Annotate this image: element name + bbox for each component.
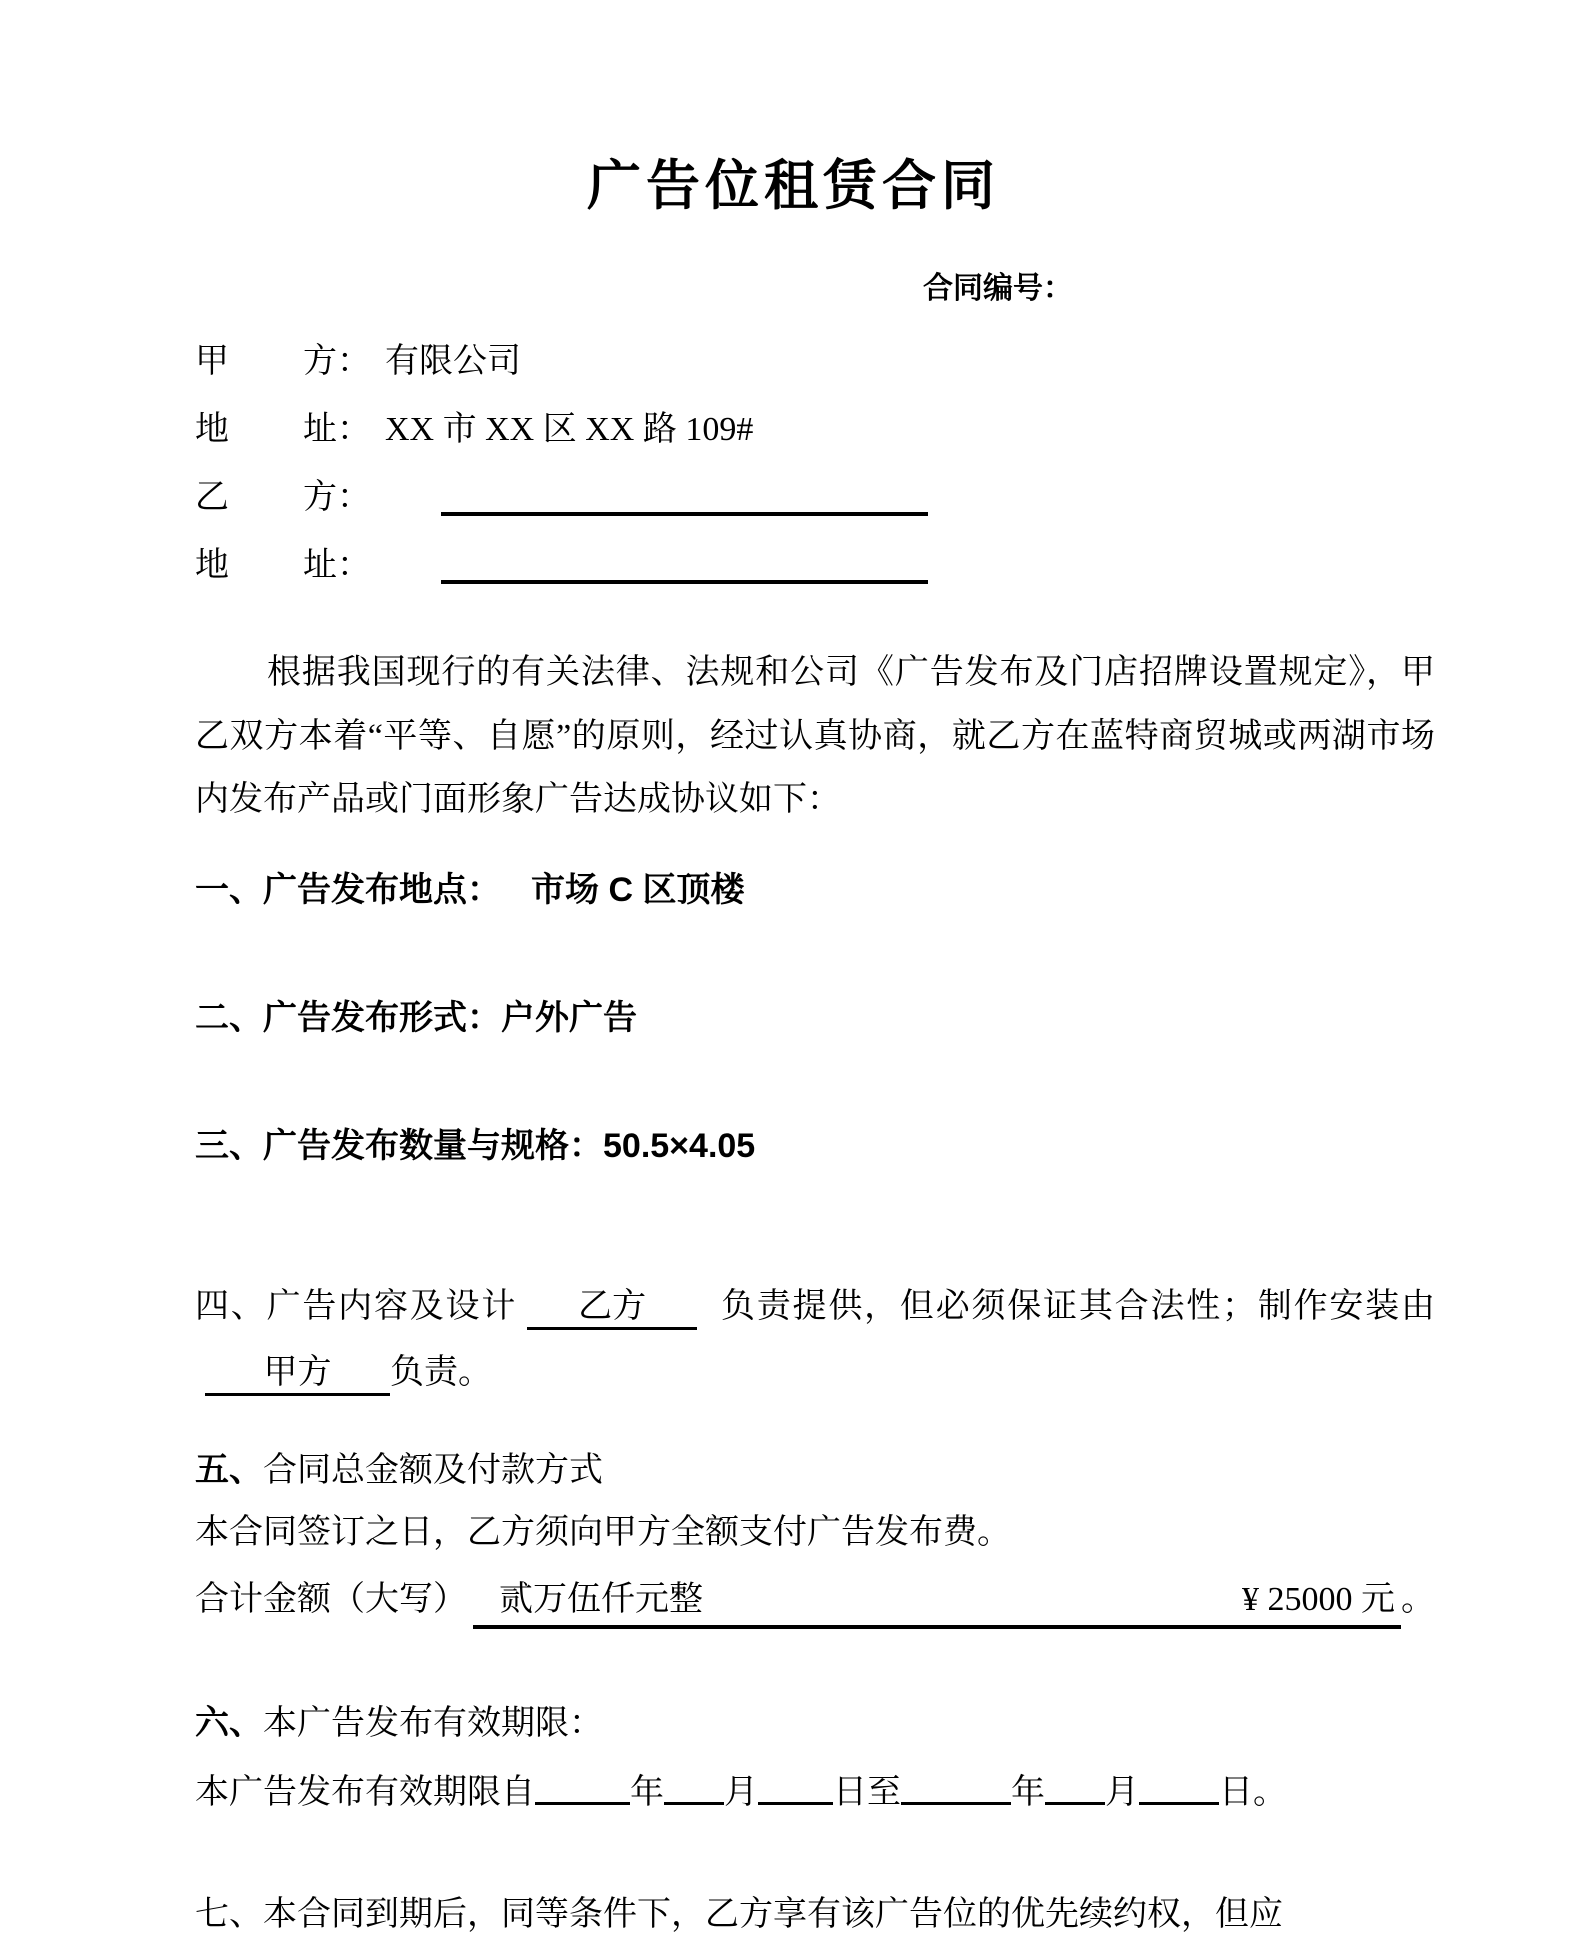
- section-3-heading: 三、广告发布数量与规格：: [195, 1127, 603, 1165]
- party-a-field: 方：: [303, 343, 371, 380]
- section-1-value: 市场 C 区顶楼: [531, 871, 745, 909]
- amount-label: 合计金额（大写）: [195, 1581, 467, 1618]
- section-5-heading-row: [195, 1445, 603, 1496]
- party-b-row: [195, 477, 1435, 519]
- section-4-blank-party-b: 乙方: [527, 1287, 697, 1330]
- end-year-blank: [901, 1770, 1011, 1805]
- start-day-to-label: 日至: [833, 1774, 901, 1811]
- amount-in-figures: ¥ 25000 元: [1242, 1581, 1395, 1618]
- section-4-number: 四、: [195, 1288, 267, 1325]
- section-5-number: 五、: [195, 1451, 263, 1489]
- page-title: 广告位租赁合同: [587, 156, 1000, 217]
- section-4-text-middle: 负责提供，但必须保证其合法性；制作安装由: [719, 1288, 1436, 1325]
- preamble-paragraph: 根据我国现行的有关法律、法规和公司《广告发布及门店招牌设置规定》，甲乙双方本着“平等、自愿”的原则，经过认真协商，就乙方在蓝特商贸城或两湖市场内发布产品或门面形象广告达成协议如下：: [195, 654, 1435, 818]
- section-5-title: 合同总金额及付款方式: [263, 1452, 603, 1489]
- section-1-heading: 一、广告发布地点：: [195, 871, 501, 909]
- section-4-content-design: [195, 1274, 1435, 1406]
- party-a-label: 甲: [195, 343, 229, 380]
- party-a-value: 有限公司: [385, 343, 521, 380]
- end-month-blank: [1045, 1770, 1105, 1805]
- party-b-address-label: 地: [195, 547, 229, 584]
- start-year-blank: [535, 1770, 630, 1805]
- contract-number-label: 合同编号：: [923, 272, 1073, 305]
- section-3-quantity-spec: [195, 1121, 1435, 1171]
- party-a-address-field: 址：: [303, 411, 371, 448]
- section-6-validity-line: [195, 1763, 1475, 1823]
- start-year-label: 年: [630, 1774, 664, 1811]
- start-month-label: 月: [724, 1774, 758, 1811]
- end-month-label: 月: [1105, 1774, 1139, 1811]
- party-b-address-field: 址：: [303, 547, 371, 584]
- start-month-blank: [664, 1770, 724, 1805]
- amount-underline: [473, 1577, 1401, 1629]
- end-day-label: 日。: [1219, 1774, 1287, 1811]
- section-4-blank-party-a: 甲方: [205, 1353, 390, 1396]
- party-b-address-row: [195, 545, 1435, 587]
- start-day-blank: [758, 1770, 833, 1805]
- section-2-heading: 二、广告发布形式：: [195, 999, 501, 1037]
- section-6-title: 本广告发布有效期限：: [263, 1705, 603, 1742]
- end-year-label: 年: [1011, 1774, 1045, 1811]
- end-day-blank: [1139, 1770, 1219, 1805]
- section-2-value: 户外广告: [501, 999, 637, 1037]
- section-5-amount-row: [195, 1577, 1435, 1629]
- validity-prefix: 本广告发布有效期限自: [195, 1774, 535, 1811]
- section-3-value: 50.5×4.05: [603, 1127, 756, 1165]
- section-6-heading-row: [195, 1698, 603, 1749]
- party-b-field: 方：: [303, 479, 371, 516]
- party-a-address-label: 地: [195, 411, 229, 448]
- section-5-payment-line: 本合同签订之日，乙方须向甲方全额支付广告发布费。: [195, 1514, 1011, 1551]
- party-b-address-blank-line: [441, 546, 928, 584]
- amount-in-words: 贰万伍仟元整: [499, 1581, 703, 1618]
- section-4-text-before: 广告内容及设计: [266, 1288, 518, 1325]
- section-7-renewal-line: 七、本合同到期后，同等条件下，乙方享有该广告位的优先续约权，但应: [195, 1896, 1283, 1933]
- party-a-address-value: XX 市 XX 区 XX 路 109#: [385, 411, 754, 448]
- party-b-blank-line: [441, 478, 928, 516]
- section-1-location: [195, 865, 1435, 915]
- section-6-number: 六、: [195, 1704, 263, 1742]
- amount-period: 。: [1401, 1581, 1435, 1618]
- party-a-address-row: [195, 409, 1435, 451]
- section-2-form: [195, 993, 1435, 1043]
- party-a-row: [195, 341, 1435, 383]
- party-b-label: 乙: [195, 479, 229, 516]
- section-4-text-after: 负责。: [390, 1354, 492, 1391]
